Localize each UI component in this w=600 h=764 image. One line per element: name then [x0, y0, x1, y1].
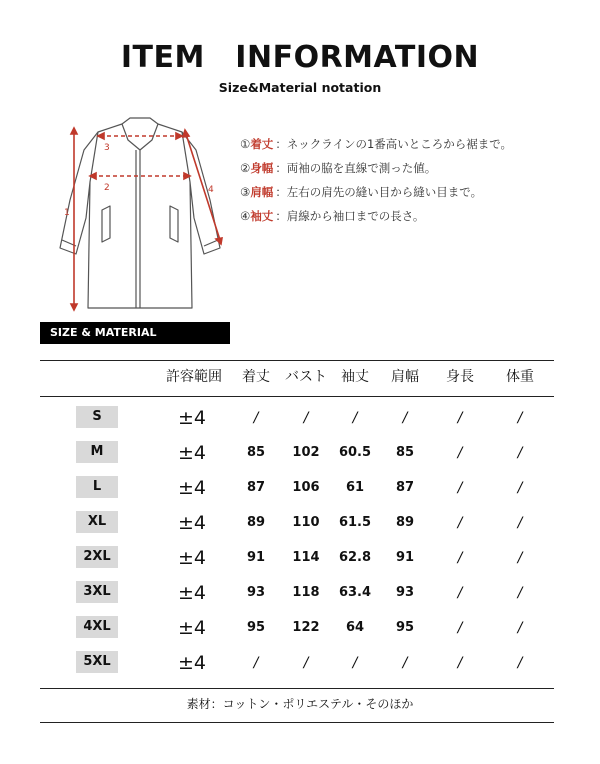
- table-cell: ±4: [177, 407, 207, 429]
- coat-outline-icon: [60, 118, 220, 308]
- table-cell: ±4: [177, 652, 207, 674]
- table-cell: 89: [246, 515, 266, 530]
- note-item: ③肩幅 ：左右の肩先の縫い目から縫い目まで。: [240, 185, 483, 199]
- table-cell: /: [517, 480, 523, 496]
- table-cell: ±4: [177, 442, 207, 464]
- column-header: 身長: [446, 369, 474, 385]
- note-item: ①着丈 ：ネックラインの1番高いところから裾まで。: [240, 137, 513, 151]
- table-cell: 91: [246, 550, 266, 565]
- column-header: 許容範囲: [166, 369, 222, 385]
- table-cell: 87: [246, 480, 266, 495]
- table-cell: /: [517, 655, 523, 671]
- size-badge: S: [76, 406, 118, 428]
- page-subtitle: Size&Material notation: [218, 80, 382, 95]
- diagram-label-4: 4: [208, 185, 214, 195]
- table-bottom-rule: [40, 688, 554, 689]
- table-cell: ±4: [177, 477, 207, 499]
- table-cell: /: [457, 480, 463, 496]
- table-cell: /: [517, 620, 523, 636]
- table-cell: 87: [395, 480, 415, 495]
- table-cell: 110: [292, 515, 320, 530]
- table-cell: 93: [246, 585, 266, 600]
- table-cell: /: [457, 550, 463, 566]
- table-cell: 95: [395, 620, 415, 635]
- note-item: ②身幅 ：両袖の脇を直線で測った値。: [240, 161, 437, 175]
- section-label: SIZE & MATERIAL: [40, 322, 230, 344]
- coat-measurement-diagram: [40, 110, 240, 320]
- table-cell: /: [402, 655, 408, 671]
- table-cell: 85: [395, 445, 415, 460]
- diagram-label-3: 3: [104, 143, 110, 153]
- size-badge: 4XL: [76, 616, 118, 638]
- table-cell: 102: [292, 445, 320, 460]
- diagram-label-1: 1: [64, 208, 70, 218]
- table-cell: 85: [246, 445, 266, 460]
- table-cell: ±4: [177, 512, 207, 534]
- table-cell: /: [253, 655, 259, 671]
- table-cell: 62.8: [338, 550, 372, 565]
- material-note: 素材：コットン・ポリエステル・そのほか: [186, 697, 414, 711]
- column-header: 着丈: [242, 369, 270, 385]
- table-cell: /: [457, 410, 463, 426]
- table-row: [0, 441, 600, 465]
- table-cell: /: [253, 410, 259, 426]
- column-header: 体重: [506, 369, 534, 385]
- column-header: 肩幅: [391, 369, 419, 385]
- table-cell: /: [517, 445, 523, 461]
- table-cell: /: [352, 410, 358, 426]
- table-cell: 60.5: [338, 445, 372, 460]
- table-top-rule: [40, 360, 554, 361]
- footer-rule: [40, 722, 554, 723]
- table-cell: ±4: [177, 582, 207, 604]
- table-cell: /: [517, 585, 523, 601]
- table-cell: 93: [395, 585, 415, 600]
- table-cell: /: [517, 550, 523, 566]
- table-cell: /: [457, 585, 463, 601]
- table-cell: ±4: [177, 617, 207, 639]
- size-badge: 5XL: [76, 651, 118, 673]
- size-badge: XL: [76, 511, 118, 533]
- measurement-arrows: [71, 128, 222, 310]
- measurement-notes: [240, 136, 580, 232]
- column-header: 袖丈: [341, 369, 369, 385]
- table-cell: 64: [345, 620, 365, 635]
- table-cell: /: [402, 410, 408, 426]
- table-row: [0, 511, 600, 535]
- table-row: [0, 406, 600, 430]
- size-badge: L: [76, 476, 118, 498]
- table-cell: /: [352, 655, 358, 671]
- table-row: [0, 651, 600, 675]
- table-row: [0, 546, 600, 570]
- table-cell: /: [303, 410, 309, 426]
- table-cell: 122: [292, 620, 320, 635]
- size-badge: M: [76, 441, 118, 463]
- table-cell: /: [517, 515, 523, 531]
- table-cell: /: [457, 445, 463, 461]
- table-cell: 106: [292, 480, 320, 495]
- table-cell: 95: [246, 620, 266, 635]
- table-cell: 89: [395, 515, 415, 530]
- column-header: バスト: [285, 369, 327, 385]
- table-cell: 114: [292, 550, 320, 565]
- table-cell: 118: [292, 585, 320, 600]
- table-header: [0, 366, 600, 388]
- page-title: ITEM INFORMATION: [120, 40, 480, 75]
- size-badge: 3XL: [76, 581, 118, 603]
- table-cell: 61: [345, 480, 365, 495]
- size-badge: 2XL: [76, 546, 118, 568]
- table-cell: /: [457, 655, 463, 671]
- table-cell: 91: [395, 550, 415, 565]
- diagram-label-2: 2: [104, 183, 110, 193]
- table-cell: /: [457, 620, 463, 636]
- note-item: ④袖丈 ：肩線から袖口までの長さ。: [240, 209, 425, 223]
- table-cell: /: [457, 515, 463, 531]
- table-cell: /: [303, 655, 309, 671]
- table-row: [0, 581, 600, 605]
- table-row: [0, 476, 600, 500]
- table-cell: /: [517, 410, 523, 426]
- table-header-rule: [40, 396, 554, 397]
- table-row: [0, 616, 600, 640]
- table-cell: ±4: [177, 547, 207, 569]
- table-cell: 63.4: [338, 585, 372, 600]
- table-cell: 61.5: [338, 515, 372, 530]
